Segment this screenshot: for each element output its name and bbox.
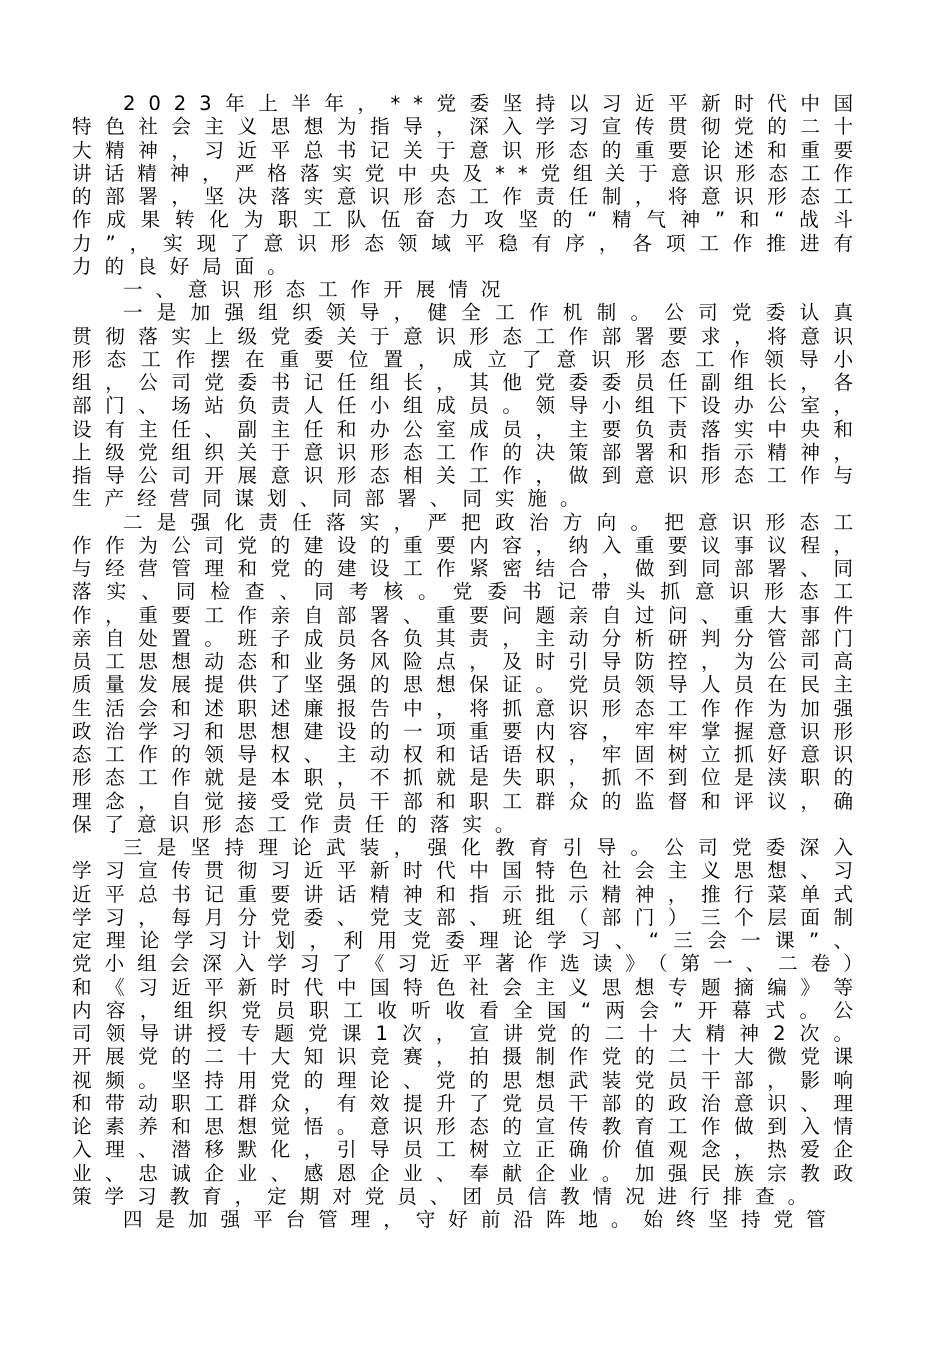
document-page: [72, 92, 866, 1231]
body-paragraph-3: 三是坚持理论武装，强化教育引导。公司党委深入学习宣传贯彻习近平新时代中国特色社会主义思想、习近平总书记重要讲话精神和指示批示精神，推行菜单式学习，每月分党委、党支部、班组（部门）三个层面制定理论学习计划，利用党委理论学习、“三会一课”、党小组会深入学习了《习近平著作选读》（第一、二卷）和《习近平新时代中国特色社会主义思想专题摘编》等内容，组织党员职工收听收看全国“两会”开幕式。公司领导讲授专题党课1次，宣讲党的二十大精神2次。开展党的二十大知识竞赛，拍摄制作党的二十大微党课视频。坚持用党的理论、党的思想武装党员干部，影响和带动职工群众，有效提升了党员干部的政治意识、理论素养和思想觉悟。意识形态的宣传教育工作做到入情入理、潜移默化，引导员工树立正确价值观念，热爱企业、忠诚企业、感恩企业、奉献企业。加强民族宗教政策学习教育，定期对党员、团员信教情况进行排查。: [72, 836, 866, 1208]
body-paragraph-1: 一是加强组织领导，健全工作机制。公司党委认真贯彻落实上级党委关于意识形态工作部署要求，将意识形态工作摆在重要位置，成立了意识形态工作领导小组，公司党委书记任组长，其他党委委员任副组长，各部门、场站负责人任小组成员。领导小组下设办公室，设有主任、副主任和办公室成员，主要负责落实中央和上级党组织关于意识形态工作的决策部署和指示精神，指导公司开展意识形态相关工作，做到意识形态工作与生产经营同谋划、同部署、同实施。: [72, 301, 866, 511]
intro-paragraph: 2023年上半年，**党委坚持以习近平新时代中国特色社会主义思想为指导，深入学习宣传贯彻党的二十大精神，习近平总书记关于意识形态的重要论述和重要讲话精神，严格落实党中央及**党组关于意识形态工作的部署，坚决落实意识形态工作责任制，将意识形态工作成果转化为职工队伍奋力攻坚的“精气神”和“战斗力”，实现了意识形态领域平稳有序，各项工作推进有力的良好局面。: [72, 92, 866, 278]
body-paragraph-4: 四是加强平台管理，守好前沿阵地。始终坚持党管: [122, 1208, 839, 1231]
body-paragraph-2: 二是强化责任落实，严把政治方向。把意识形态工作作为公司党的建设的重要内容，纳入重要议事议程，与经营管理和党的建设工作紧密结合，做到同部署、同落实、同检查、同考核。党委书记带头抓意识形态工作，重要工作亲自部署、重要问题亲自过问、重大事件亲自处置。班子成员各负其责，主动分析研判分管部门员工思想动态和业务风险点，及时引导防控，为公司高质量发展提供了坚强的思想保证。党员领导人员在民主生活会和述职述廉报告中，将抓意识形态工作作为加强政治学习和思想建设的一项重要内容，牢牢掌握意识形态工作的领导权、主动权和话语权，牢固树立抓好意识形态工作就是本职，不抓就是失职，抓不到位是渎职的理念，自觉接受党员干部和职工群众的监督和评议，确保了意识形态工作责任的落实。: [72, 510, 866, 836]
section-heading: 一、意识形态工作开展情况: [122, 278, 514, 301]
